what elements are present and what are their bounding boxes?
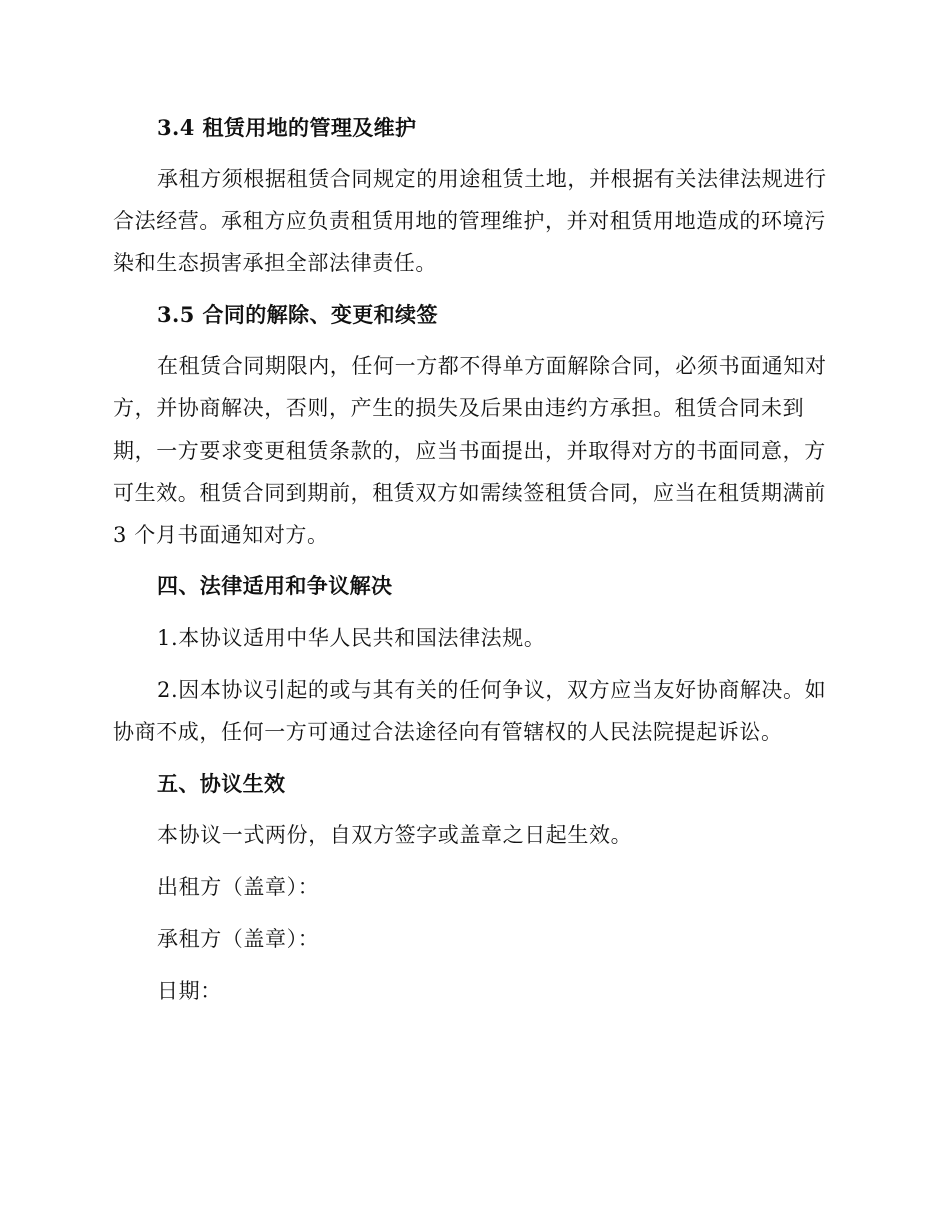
paragraph-line: 合法经营。承租方应负责租赁用地的管理维护，并对租赁用地造成的环境污	[113, 209, 826, 233]
paragraph-line: 本协议一式两份，自双方签字或盖章之日起生效。	[157, 823, 633, 847]
section-heading-5: 五、协议生效	[157, 771, 286, 796]
list-item: 2.因本协议引起的或与其有关的任何争议，双方应当友好协商解决。如	[157, 678, 827, 702]
paragraph-line: 3 个月书面通知对方。	[113, 523, 329, 547]
section-heading-4: 四、法律适用和争议解决	[157, 573, 393, 598]
signature-date: 日期：	[157, 979, 222, 1003]
signature-lessee: 承租方（盖章）：	[157, 927, 320, 951]
paragraph-line: 方，并协商解决，否则，产生的损失及后果由违约方承担。租赁合同未到	[113, 396, 805, 420]
list-item-continuation: 协商不成，任何一方可通过合法途径向有管辖权的人民法院提起诉讼。	[113, 720, 783, 744]
signature-lessor: 出租方（盖章）：	[157, 875, 320, 899]
list-item: 1.本协议适用中华人民共和国法律法规。	[157, 626, 546, 650]
section-heading-3-5: 3.5 合同的解除、变更和续签	[157, 302, 438, 327]
paragraph-line: 在租赁合同期限内，任何一方都不得单方面解除合同，必须书面通知对	[157, 354, 827, 378]
paragraph-line: 期，一方要求变更租赁条款的，应当书面提出，并取得对方的书面同意，方	[113, 439, 826, 463]
paragraph-line: 可生效。租赁合同到期前，租赁双方如需续签租赁合同，应当在租赁期满前	[113, 481, 826, 505]
section-heading-3-4: 3.4 租赁用地的管理及维护	[157, 115, 417, 140]
paragraph-line: 承租方须根据租赁合同规定的用途租赁土地，并根据有关法律法规进行	[157, 167, 827, 191]
paragraph-line: 染和生态损害承担全部法律责任。	[113, 251, 437, 275]
